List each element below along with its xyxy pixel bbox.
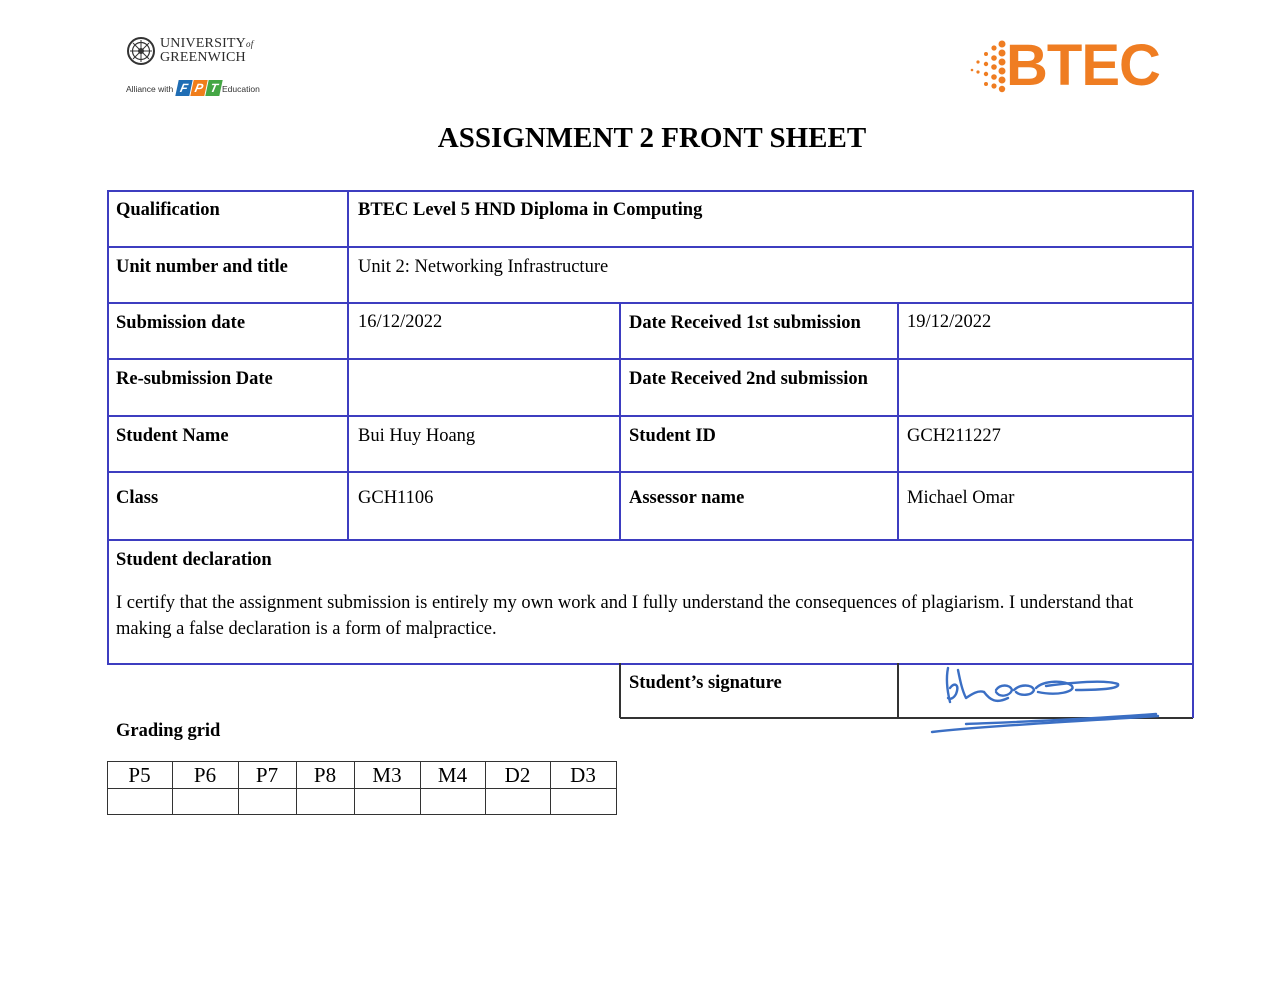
grade-header-m3: M3 xyxy=(372,763,402,787)
grade-header-p6: P6 xyxy=(193,763,217,787)
grading-grid-title: Grading grid xyxy=(116,721,221,741)
class-label: Class xyxy=(116,488,159,508)
table-row-divider xyxy=(107,471,1193,473)
grid-row-divider xyxy=(107,788,617,789)
signature-col-divider xyxy=(897,663,899,718)
class-value: GCH1106 xyxy=(358,488,434,508)
university-name: UNIVERSITYof GREENWICH xyxy=(160,36,254,65)
grade-header-p7: P7 xyxy=(255,763,279,787)
table-row-divider xyxy=(107,358,1193,360)
grade-header-p5: P5 xyxy=(128,763,151,787)
table-row-divider xyxy=(107,302,1193,304)
student-signature-image xyxy=(926,660,1166,740)
received-1st-label: Date Received 1st submission xyxy=(629,313,861,333)
table-col-divider xyxy=(619,302,621,540)
assessor-name-value: Michael Omar xyxy=(907,488,1015,508)
table-col-divider xyxy=(347,190,349,540)
grid-col-divider xyxy=(616,761,617,815)
grade-header-p8: P8 xyxy=(313,763,337,787)
alliance-with-text: Alliance with xyxy=(126,84,174,94)
qualification-label: Qualification xyxy=(116,200,220,220)
student-id-value: GCH211227 xyxy=(907,426,1001,446)
table-border-left xyxy=(107,190,109,664)
page-title: ASSIGNMENT 2 FRONT SHEET xyxy=(437,122,867,154)
student-name-value: Bui Huy Hoang xyxy=(358,426,476,446)
assessor-name-label: Assessor name xyxy=(629,488,745,508)
grade-header-m4: M4 xyxy=(437,763,468,787)
education-text: Education xyxy=(222,84,260,94)
fpt-letter-f: F xyxy=(175,80,192,96)
fpt-letter-t: T xyxy=(205,80,222,96)
btec-dots-icon xyxy=(968,40,1008,96)
student-name-label: Student Name xyxy=(116,426,229,446)
grade-header-d3: D3 xyxy=(570,763,596,787)
student-declaration-heading: Student declaration xyxy=(116,550,272,570)
submission-date-label: Submission date xyxy=(116,313,246,333)
university-greenwich-logo xyxy=(124,34,264,100)
student-id-label: Student ID xyxy=(629,426,716,446)
table-border-top xyxy=(107,190,1193,192)
student-signature-label: Student’s signature xyxy=(629,673,782,693)
unit-label: Unit number and title xyxy=(116,257,288,277)
received-1st-value: 19/12/2022 xyxy=(907,312,992,332)
resubmission-date-label: Re-submission Date xyxy=(116,369,273,389)
btec-wordmark: BTEC xyxy=(1006,33,1160,98)
grid-border-bottom xyxy=(107,814,617,815)
received-2nd-label: Date Received 2nd submission xyxy=(629,369,868,389)
qualification-value: BTEC Level 5 HND Diploma in Computing xyxy=(358,200,703,220)
fpt-letter-p: P xyxy=(190,80,207,96)
table-row-divider xyxy=(107,415,1193,417)
btec-logo xyxy=(968,33,1168,100)
grade-header-d2: D2 xyxy=(504,763,531,787)
submission-date-value: 16/12/2022 xyxy=(358,312,443,332)
table-col-divider xyxy=(897,302,899,540)
student-declaration-text: I certify that the assignment submission is entirely my own work and I fully understand the consequences of plagiarism. I understand that making a false declaration is a form of malpractice. xyxy=(116,593,1134,639)
table-border-right xyxy=(1192,190,1194,718)
greenwich-crest-icon xyxy=(126,36,156,66)
table-row-divider xyxy=(107,246,1193,248)
signature-col-divider xyxy=(619,663,621,718)
table-row-divider xyxy=(107,539,1193,541)
unit-value: Unit 2: Networking Infrastructure xyxy=(358,257,609,277)
